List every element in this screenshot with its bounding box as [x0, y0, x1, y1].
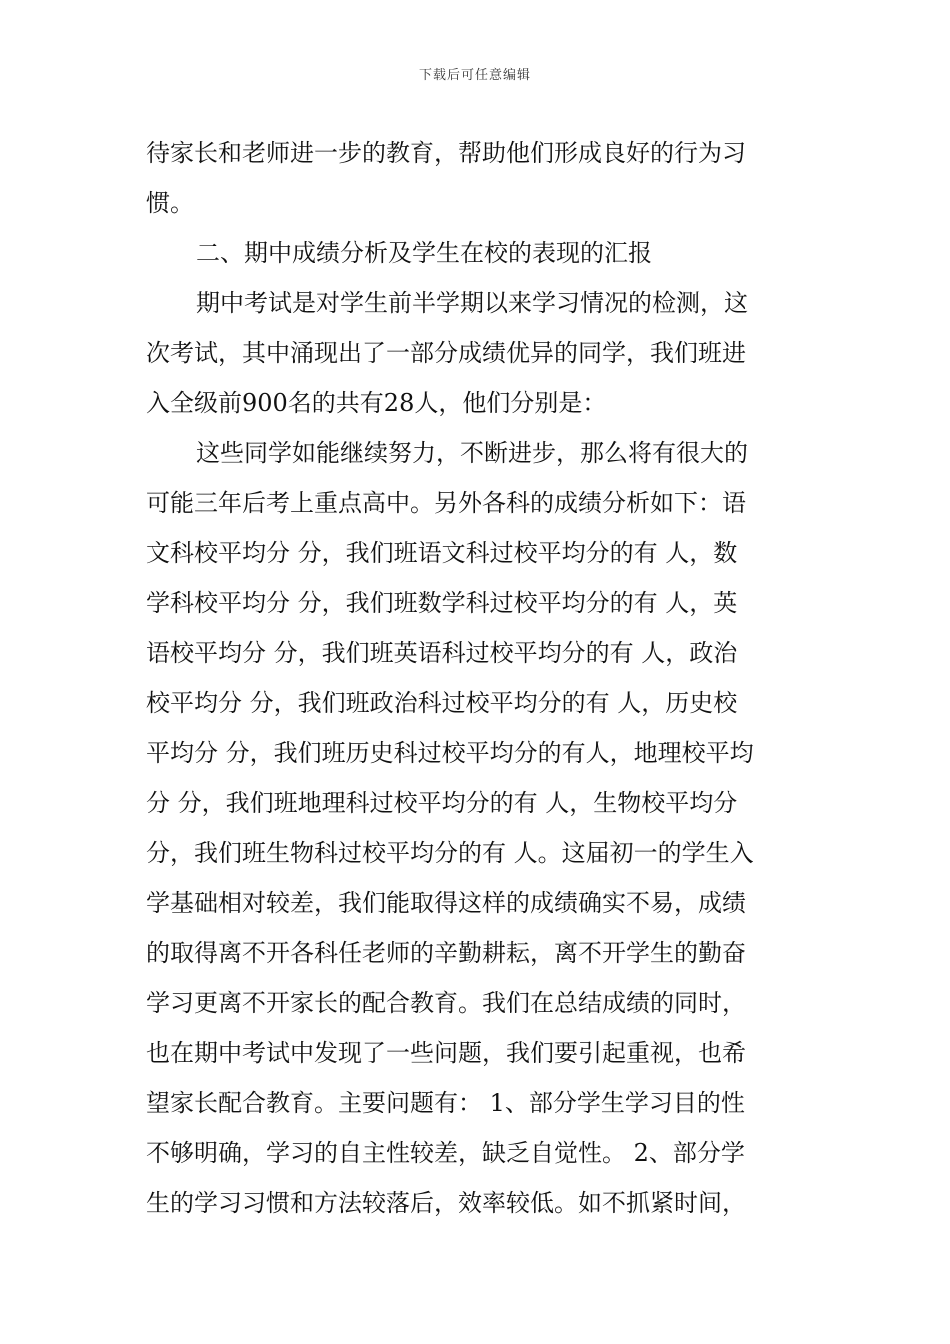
text-line: 入全级前900名的共有28人，他们分别是：	[146, 389, 607, 417]
text-line: 次考试，其中涌现出了一部分成绩优异的同学，我们班进	[146, 339, 746, 367]
page-header: 下载后可任意编辑	[418, 68, 531, 83]
text-line: 学习更离不开家长的配合教育。我们在总结成绩的同时，	[146, 989, 746, 1017]
text-line: 不够明确，学习的自主性较差，缺乏自觉性。 2、部分学	[146, 1139, 745, 1167]
text-line: 望家长配合教育。主要问题有： 1、部分学生学习目的性	[146, 1089, 745, 1117]
text-line: 平均分 分，我们班历史科过校平均分的有人，地理校平均	[146, 739, 754, 767]
text-line: 语校平均分 分，我们班英语科过校平均分的有 人，政治	[146, 639, 738, 667]
text-line: 惯。	[146, 189, 194, 217]
paragraph-start-line: 这些同学如能继续努力，不断进步，那么将有很大的	[196, 439, 748, 467]
text-line: 学科校平均分 分，我们班数学科过校平均分的有 人，英	[146, 589, 738, 617]
text-line: 分 分，我们班地理科过校平均分的有 人，生物校平均分	[146, 789, 738, 817]
text-line: 文科校平均分 分，我们班语文科过校平均分的有 人，数	[146, 539, 738, 567]
text-line: 校平均分 分，我们班政治科过校平均分的有 人，历史校	[146, 689, 738, 717]
section-heading: 二、期中成绩分析及学生在校的表现的汇报	[196, 239, 652, 267]
text-line: 的取得离不开各科任老师的辛勤耕耘，离不开学生的勤奋	[146, 939, 746, 967]
text-line: 分，我们班生物科过校平均分的有 人。这届初一的学生入	[146, 839, 754, 867]
text-line: 学基础相对较差，我们能取得这样的成绩确实不易，成绩	[146, 889, 746, 917]
text-line: 待家长和老师进一步的教育，帮助他们形成良好的行为习	[146, 139, 746, 167]
document-body	[146, 128, 806, 1228]
paragraph-start-line: 期中考试是对学生前半学期以来学习情况的检测，这	[196, 289, 748, 317]
text-line: 也在期中考试中发现了一些问题，我们要引起重视，也希	[146, 1039, 746, 1067]
text-line: 可能三年后考上重点高中。另外各科的成绩分析如下：语	[146, 489, 746, 517]
text-line: 生的学习习惯和方法较落后，效率较低。如不抓紧时间，	[146, 1189, 746, 1217]
